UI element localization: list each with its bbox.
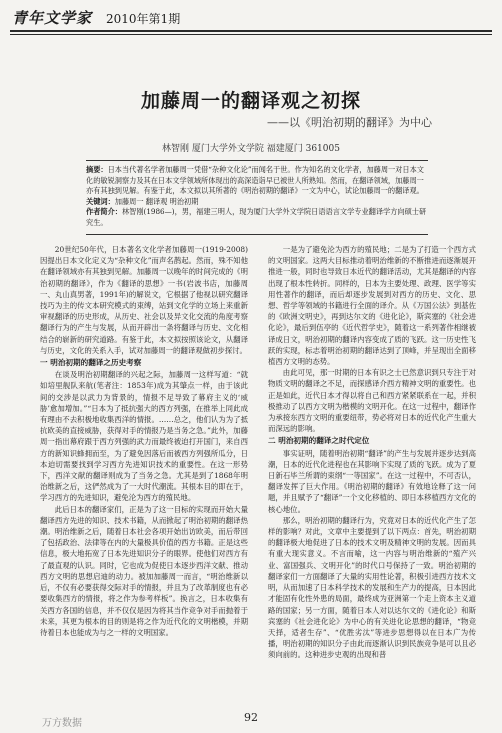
body-paragraph: 事实证明，随着明治初期“翻译”的产生与发展并逐步达到高潮，日本的近代化进程也在其影响下实现了质的飞跃。成为了夏日新石毕兰所谓的束纲“一等国家”。在这一过程中，不可否认，翻译发挥了巨大作用。《明治初期的翻译》有效地诠释了这一问题，并且赋予了“翻译”一个文化移植的、即日本移植西方文化的核心地位。 (268, 448, 476, 514)
article-title: 加藤周一的翻译观之初探 (140, 90, 361, 112)
keywords-text: 加藤周一 翻译观 明治初期 (114, 196, 199, 206)
author-bio-label: 作者简介： (86, 207, 122, 217)
watermark: 万方数据 (42, 718, 82, 729)
body-paragraph: 在谈及明治初期翻译的兴起之际，加藤周一这样写道：“就如培里舰队来航(笔者注：1853年)成为其肇点一样，由于该此间的交涉是以武力为背景的，情报不足导致了幕府主义的‘威胁’愈加增加。”“日本为了抵抗强大的西方列强，在推举上同此成有理由不去积极地收集西洋的情报。……总之，他们认为为了抵抗欧美的直接威胁，获得对手的情报乃是当务之急。”此外，加藤周一指出幕府跟于西方列强的武力而最终被迫打开国门，来自西方的新知识蜂拥而至，为了避免因落后而被西方列强所瓜分，日本迫切需要找到学习西方先进知识技术的重要性。在这一形势下，西洋文献的翻译则成为了当务之急。尤其是到了1868年明治维新之后，这俨然成为了一大时代潮流。其根本目的即在于，学习西方的先进知识，避免沦为西方的殖民地。 (40, 370, 248, 503)
body-paragraph: 由此可见，那一时期的日本有识之士已然意识到只专注于对物质文明的翻译之不足，而探感译介西方精神文明的重要性。也正是如此，近代日本才得以将自己和西方紧紧联系在一起，并积极推动了以西方文明为楷模的文明开化。在这一过程中，翻译作为承接东西方文明的重要纽带，势必将对日本的近代化产生重大而深远的影响。 (268, 368, 476, 434)
journal-name: 青年文学家 (12, 9, 93, 27)
header-rule (10, 30, 492, 32)
abstract-paragraph (86, 165, 428, 197)
header-rule-thin (10, 34, 492, 35)
author-line: 林智刚 厦门大学外文学院 福建厦门 361005 (162, 144, 340, 154)
journal-header (12, 7, 180, 31)
author-bio-text: 林智刚(1986—)，男，福建三明人，现为厦门大学外文学院日语语言文学专业翻译学方向硕士研究生。 (86, 207, 427, 227)
abstract-text: 日本当代著名学者加藤周一凭借“杂种文化论”而闻名于世。作为知名的文化学者，加藤周一对日本文化的敏锐洞察力及其在日本文学领域所体现出的高深造诣早已被世人所熟知。然而，在翻译领域，加藤周一亦有其独到见解。有鉴于此，本文拟以其所著的《明治初期的翻译》一文为中心，试论加藤周一的翻译观。 (86, 165, 424, 196)
body-paragraph: 一是为了避免沦为西方的殖民地；二是为了打造一个西方式的文明国家。这两大目标推动着明治维新的不断推进而逐渐展开推进一般，同时也导致日本近代的翻译活动，尤其是翻译的内容出现了根本性转折。同样的，日本为主要处理、政理、医学等实用性著作的翻译，而后却逐步发展到对西方的历史、文化、思想、哲学等领域的书籍进行全面的译介。从《万国公法》到基佐的《欧洲文明史》，再到达尔文的《进化论》，斯宾塞的《社会进化论》，最后到伍亭的《近代哲学史》，随着这一系列著作相继被译成日文，明治初期的翻译内容变成了质的飞跃。这一历史性飞跃的实现，标志着明治初期的翻译达到了顶峰，并呈现出全面移植西方文明的态势。 (268, 245, 476, 367)
body-column-left (40, 244, 248, 708)
page-number: 92 (244, 711, 258, 724)
section-heading: 二 明治初期的翻译之时代定位 (268, 436, 370, 446)
abstract-box (86, 160, 428, 235)
author-bio-paragraph (86, 207, 428, 228)
abstract-label: 摘要： (86, 165, 108, 174)
body-column-right (268, 244, 476, 708)
body-paragraph: 那么，明治初期的翻译行为，究竟对日本的近代化产生了怎样的影响？对此，文章中主要提到了以下两点：首先，明治初期的翻译极大地促进了日本的技术文明及精神文明的发展。因而具有重大现实意义。不言而喻，这一内容与明治维新的“殖产兴业、富国强兵、文明开化”的时代口号保持了一致。明治初期的翻译家们一方面翻译了大量的实用性论著，积极引进西方技术文明，从而加速了日本科学技术的发展和生产力的提高，日本因此才能固有化性外患的局面，最终成为亚洲第一个走上资本主义道路的国家；另一方面，随着日本人对以达尔文的《进化论》和斯宾塞的《社会进化论》为中心的有关进化论思想的翻译，“物竞天择，适者生存”、“优胜劣汰”等进步思想得以在日本广为传播，明治初期的知识分子由此而逐渐认识到民族竞争是可以且必须向前的。这种进步史观的出现和普 (268, 515, 476, 660)
body-columns (40, 244, 476, 708)
keywords-paragraph (86, 197, 428, 208)
article-subtitle: ——以《明治初期的翻译》为中心 (267, 116, 432, 129)
body-paragraph: 20世纪50年代，日本著名文化学者加藤周一(1919-2008)因提出日本文化定义为“杂种文化”而声名鹊起。然而，殊不知他在翻译领域亦有其独到见解。加藤周一以晚年的时间完成的《明治初期的翻译》，作为《翻译的思想》一书(岩波书店，加藤周一、丸山真男著，1991年)的解说文，它根据了他视以研究翻译技巧为主的传文本研究模式的束缚，站到文化学的立场上来重新审视翻译的历史形成，从历史、社会以及异文化交流的角度考察翻译行为的产生与发展，从而开辟出一条将翻译与历史、文化相结合的崭新的研究道路。有鉴于此，本文拟按照该论文，从翻译与历史，文化的关系入手，试对加藤周一的翻译观做初步探讨。 (40, 245, 248, 355)
journal-issue: 2010年第1期 (106, 12, 181, 26)
body-paragraph: 此后日本的翻译家们，正是为了这一目标的实现而开始大量翻译西方先进的知识、技术书籍，从而掀起了明治初期的翻译热潮。明治维新之后，随着日本社会各项开始出访欧美，而后带回了包括政治、法律等在内的大量极具价值的西方书籍。正是这些信息，极大地拓宽了日本先进知识分子的眼界。使他们对西方有了最直观的认识。同时，它也成为促使日本逐步西洋文献、推动西方文明的思想启迪的动力。被加加藤周一而言，“明治维新以后，不仅有必要获得交际对手的情报，并且为了改革制度也有必要收集西方的情报，将之作为参考样板”。换言之，日本收集有关西方各国的信息，并不仅仅是因为将其当作竞争对手而抛着于未来，其更为根本的目的则是将之作为近代化的文明楷模，并期待着日本也能成为与之一样的文明国家。 (40, 504, 248, 637)
keywords-label: 关键词： (86, 196, 115, 206)
section-heading: 一 明治初期的翻译之历史考察 (40, 358, 142, 368)
